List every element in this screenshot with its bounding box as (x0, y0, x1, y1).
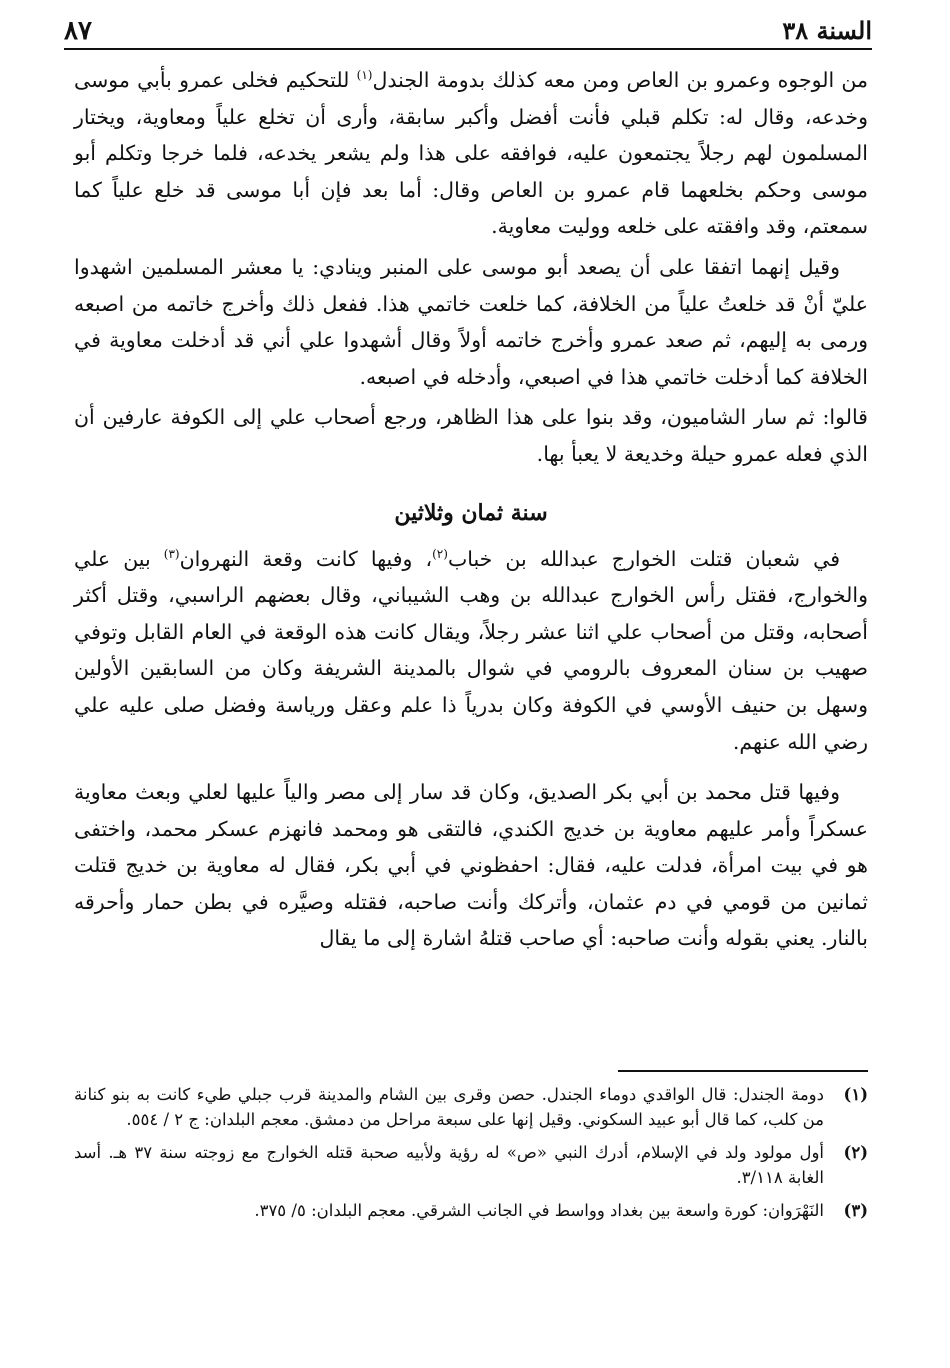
paragraph-4-text-b: ، وفيها كانت وقعة النهروان (179, 546, 433, 571)
paragraph-4-text-c: بين علي والخوارج، فقتل رأس الخوارج عبدالله بن وهب الشيباني، وقال بعضهم الراسبي، وقتل أكثر أصحابه، وقتل من أصحاب علي اثنا عشر رجلاً، ويقال كانت هذه الوقعة في العام القابل وتوفي صهيب بن سنان المعروف بالرومي في شوال بالمدينة الشريفة وكان من السابقين الأولين وسهل بن حنيف الأوسي في الكوفة وكان بدرياً ذا علم وعقل ورياسة وفضل صلى عليه علي رضي الله عنهم. (74, 546, 868, 754)
footnote-2-text: أول مولود ولد في الإسلام، أدرك النبي «ص» له رؤية ولأبيه صحبة قتله الخوارج مع زوجته سنة ٣٧ هـ. أسد الغابة ٣/١١٨. (74, 1143, 824, 1187)
paragraph-2: وقيل إنهما اتفقا على أن يصعد أبو موسى على المنبر وينادي: يا معشر المسلمين اشهدوا عليّ أنْ قد خلعتُ علياً من الخلافة، كما خلعت خاتمي هذا. ففعل ذلك وأخرج خاتمه من اصبعه ورمى به إليهم، ثم صعد عمرو وأخرج خاتمه أولاً وقال أشهدوا علي أني قد أدخلت معاوية في الخلافة كما أدخلت خاتمي هذا في اصبعي، وأدخله في اصبعه. (74, 254, 868, 389)
footnotes (74, 1082, 868, 1231)
footnote-2-number: (٢) (843, 1143, 868, 1162)
paragraph-5: وفيها قتل محمد بن أبي بكر الصديق، وكان قد سار إلى مصر والياً عليها لعلي وبعث معاوية عسكراً وأمر عليهم معاوية بن خديج الكندي، فالتقى هو ومحمد فانهزم عسكر محمد، واختفى هو في بيت امرأة، فدلت عليه، فقال: احفظوني في أبي بكر، فقال له معاوية بن خديج قتلت ثمانين من قومي في دم عثمان، وأتركك وأنت صاحبه، فقتله وصيَّره في بطن حمار وأحرقه بالنار. يعني بقوله وأنت صاحبه: أي صاحب قتلهُ اشارة إلى ما يقال (74, 780, 868, 951)
paragraph-3: قالوا: ثم سار الشاميون، وقد بنوا على هذا الظاهر، ورجع أصحاب علي إلى الكوفة عارفين أن الذي فعله عمرو حيلة وخديعة لا يعبأ بها. (74, 405, 868, 466)
page-header (64, 10, 872, 50)
section-heading: سنة ثمان وثلاثين (394, 499, 548, 526)
paragraph-1 (74, 62, 868, 245)
paragraph-4-text-a: في شعبان قتلت الخوارج عبدالله بن خباب (447, 546, 840, 571)
footnote-ref-3: (٣) (163, 546, 180, 561)
paragraph-1-text-a: من الوجوه وعمرو بن العاص ومن معه كذلك بدومة الجندل (372, 68, 868, 92)
paragraph-1-text-b: للتحكيم فخلى عمرو بأبي موسى وخدعه، وقال له: تكلم قبلي فأنت أفضل وأكبر سابقة، وأرى أن تخلع علياً ومعاوية، ويختار المسلمون لهم رجلاً يجتمعون عليه، فوافقه على هذا ولم يشعر يخدعه، فلما خرجا وتكلم أبو موسى وحكم بخلعهما قام عمرو بن العاص وقال: أما بعد فإن أبا موسى قد خلع علياً كما سمعتم، وقد وافقته على خلعه ووليت معاوية. (74, 68, 868, 239)
footnote-3-number: (٣) (843, 1201, 868, 1220)
footnote-1 (74, 1082, 868, 1132)
footnote-2 (74, 1140, 868, 1190)
footnote-divider (618, 1070, 868, 1072)
footnote-ref-1: (١) (356, 68, 373, 83)
footnote-3 (74, 1198, 868, 1223)
footnote-ref-2: (٢) (432, 546, 448, 561)
paragraph-4 (74, 541, 868, 761)
footnote-1-text: دومة الجندل: قال الواقدي دوماء الجندل. حصن وقرى بين الشام والمدينة قرب جبلي طيء كانت به بنو كنانة من كلب، كما قال أبو عبيد السكوني. وقيل إنها على سبعة مراحل من دمشق. معجم البلدان: ج ٢ / ٥٥٤. (74, 1085, 824, 1129)
footnote-1-number: (١) (843, 1085, 868, 1104)
running-title: السنة ٣٨ (782, 16, 872, 45)
page-number: ٨٧ (64, 16, 92, 46)
footnote-3-text: النَهْرَوان: كورة واسعة بين بغداد وواسط في الجانب الشرقي. معجم البلدان: ٥/ ٣٧٥. (254, 1201, 824, 1220)
main-text (74, 62, 868, 971)
